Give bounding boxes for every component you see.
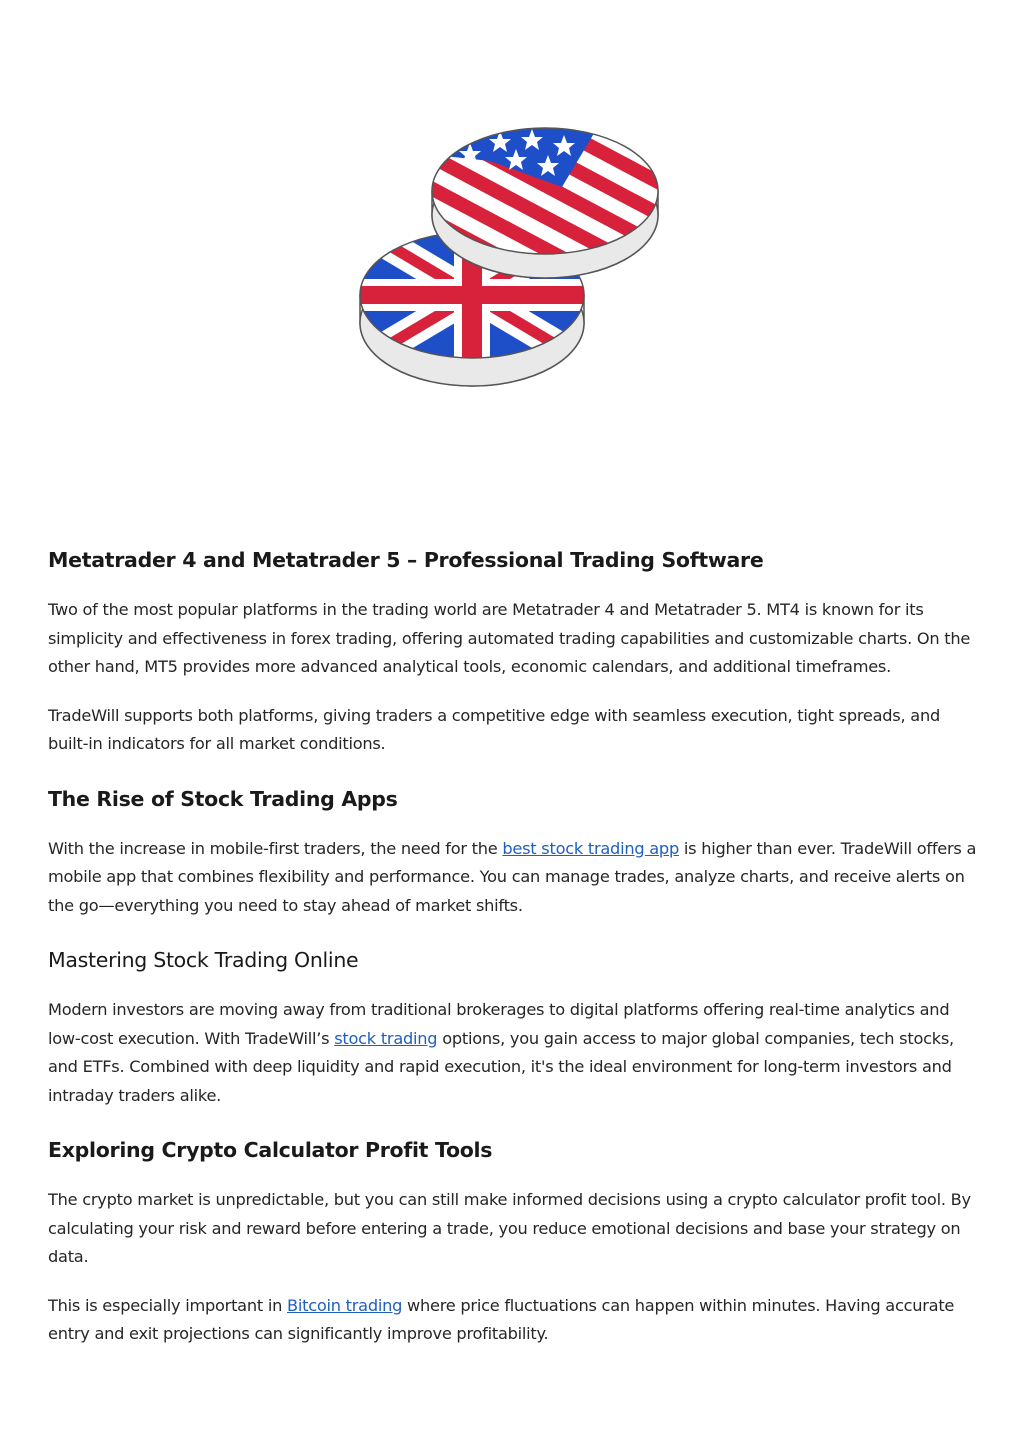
flag-coins-illustration [340,115,680,405]
section-heading: Exploring Crypto Calculator Profit Tools [48,1138,493,1162]
paragraph-text: options, you gain access to major global companies, tech stocks, and ETFs. Combined with deep liquidity and rapid execution, it's the ideal environment for long-term investors and intraday traders alike. [48,1028,954,1105]
paragraph [48,835,978,921]
section-metatrader [48,542,978,759]
section-heading: Mastering Stock Trading Online [48,948,359,972]
paragraph-text: is higher than ever. TradeWill offers a mobile app that combines flexibility and performance. You can manage trades, analyze charts, and receive alerts on the go—everything you need to stay ahead of market shifts. [48,838,977,915]
paragraph [48,1292,978,1349]
bitcoin-trading-link[interactable]: Bitcoin trading [287,1295,403,1315]
paragraph-text: Modern investors are moving away from traditional brokerages to digital platforms offering real-time analytics and low-cost execution. With TradeWill’s [48,1000,950,1048]
section-heading: Metatrader 4 and Metatrader 5 – Professional Trading Software [48,548,764,572]
paragraph: The crypto market is unpredictable, but you can still make informed decisions using a crypto calculator profit tool. By calculating your risk and reward before entering a trade, you reduce emotional decisions and base your strategy on data. [48,1190,971,1266]
section-heading: The Rise of Stock Trading Apps [48,786,398,811]
section-stock-trading-apps [48,781,978,921]
paragraph-text: This is especially important in [48,1295,287,1315]
stock-trading-link[interactable]: stock trading [334,1028,438,1048]
section-crypto-calculator [48,1132,978,1349]
article-content [48,542,978,1349]
paragraph [48,996,978,1110]
paragraph: TradeWill supports both platforms, giving traders a competitive edge with seamless execution, tight spreads, and built-in indicators for all market conditions. [48,705,940,753]
section-stock-trading-online [48,942,978,1110]
paragraph-text: where price fluctuations can happen within minutes. Having accurate entry and exit projections can significantly improve profitability. [48,1295,955,1343]
best-stock-trading-app-link[interactable]: best stock trading app [502,838,679,858]
paragraph: Two of the most popular platforms in the trading world are Metatrader 4 and Metatrader 5. MT4 is known for its simplicity and effectiveness in forex trading, offering automated trading capabilities and customizable charts. On the other hand, MT5 provides more advanced analytical tools, economic calendars, and additional timeframes. [48,600,971,676]
paragraph-text: With the increase in mobile-first traders, the need for the [48,838,503,858]
us-uk-flag-coins-icon [340,115,680,405]
